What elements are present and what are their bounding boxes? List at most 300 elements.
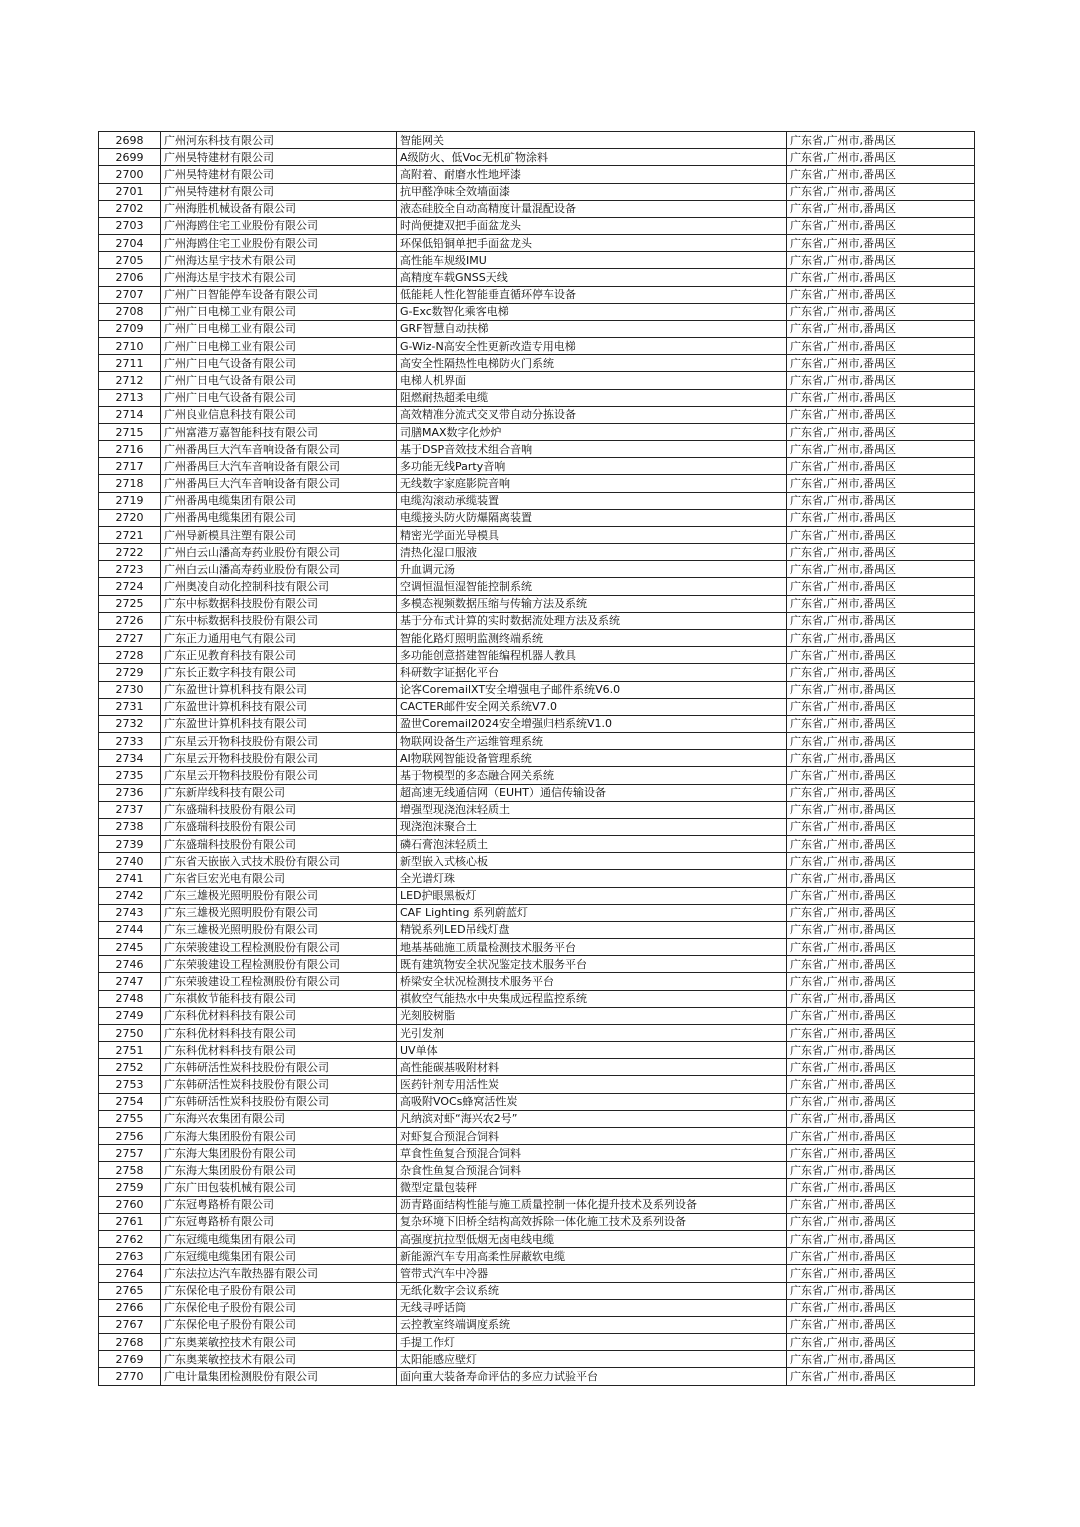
row-number: 2726 bbox=[99, 612, 161, 629]
table-row bbox=[99, 1059, 975, 1076]
table-row bbox=[99, 904, 975, 921]
company-name: 广州广日电梯工业有限公司 bbox=[161, 338, 397, 355]
row-number: 2746 bbox=[99, 956, 161, 973]
region: 广东省,广州市,番禺区 bbox=[787, 1213, 975, 1230]
product-name: 精锐系列LED吊线灯盘 bbox=[397, 921, 787, 938]
company-name: 广州广日电气设备有限公司 bbox=[161, 389, 397, 406]
region: 广东省,广州市,番禺区 bbox=[787, 698, 975, 715]
table-row bbox=[99, 733, 975, 750]
region: 广东省,广州市,番禺区 bbox=[787, 887, 975, 904]
table-row bbox=[99, 1248, 975, 1265]
product-name: 电梯人机界面 bbox=[397, 372, 787, 389]
product-name: 医药针剂专用活性炭 bbox=[397, 1076, 787, 1093]
product-name: 抗甲醛净味全效墙面漆 bbox=[397, 183, 787, 200]
company-name: 广州海鸥住宅工业股份有限公司 bbox=[161, 217, 397, 234]
product-name: 全光谱灯珠 bbox=[397, 870, 787, 887]
row-number: 2758 bbox=[99, 1162, 161, 1179]
product-name: 低能耗人性化智能垂直循环停车设备 bbox=[397, 286, 787, 303]
product-name: 环保低铅铜单把手面盆龙头 bbox=[397, 235, 787, 252]
product-name: GRF智慧自动扶梯 bbox=[397, 320, 787, 337]
company-name: 广东海大集团股份有限公司 bbox=[161, 1162, 397, 1179]
product-name: 管带式汽车中冷器 bbox=[397, 1265, 787, 1282]
row-number: 2761 bbox=[99, 1213, 161, 1230]
region: 广东省,广州市,番禺区 bbox=[787, 1059, 975, 1076]
product-name: LED护眼黑板灯 bbox=[397, 887, 787, 904]
table-row bbox=[99, 956, 975, 973]
table-row bbox=[99, 870, 975, 887]
table-row bbox=[99, 853, 975, 870]
company-name: 广东盈世计算机科技有限公司 bbox=[161, 698, 397, 715]
table-row bbox=[99, 1196, 975, 1213]
row-number: 2709 bbox=[99, 320, 161, 337]
company-name: 广东冠粤路桥有限公司 bbox=[161, 1196, 397, 1213]
region: 广东省,广州市,番禺区 bbox=[787, 1007, 975, 1024]
company-name: 广东海大集团股份有限公司 bbox=[161, 1145, 397, 1162]
table-row bbox=[99, 1282, 975, 1299]
table-row bbox=[99, 286, 975, 303]
table-row bbox=[99, 561, 975, 578]
row-number: 2725 bbox=[99, 595, 161, 612]
product-name: 司膳MAX数字化炒炉 bbox=[397, 423, 787, 440]
table-row bbox=[99, 492, 975, 509]
row-number: 2753 bbox=[99, 1076, 161, 1093]
product-name: 增强型现浇泡沫轻质土 bbox=[397, 801, 787, 818]
table-row bbox=[99, 1213, 975, 1230]
company-name: 广东奥莱敏控技术有限公司 bbox=[161, 1334, 397, 1351]
product-name: 基于分布式计算的实时数据流处理方法及系统 bbox=[397, 612, 787, 629]
row-number: 2698 bbox=[99, 132, 161, 149]
product-name: 基于物模型的多态融合网关系统 bbox=[397, 767, 787, 784]
company-name: 广东韩研活性炭科技股份有限公司 bbox=[161, 1076, 397, 1093]
table-row bbox=[99, 544, 975, 561]
product-name: 高效精准分流式交叉带自动分拣设备 bbox=[397, 406, 787, 423]
product-name: 液态硅胶全自动高精度计量混配设备 bbox=[397, 200, 787, 217]
region: 广东省,广州市,番禺区 bbox=[787, 1093, 975, 1110]
table-row bbox=[99, 990, 975, 1007]
company-name: 广东科优材料科技有限公司 bbox=[161, 1024, 397, 1041]
row-number: 2704 bbox=[99, 235, 161, 252]
product-name: CAF Lighting 系列蔚蓝灯 bbox=[397, 904, 787, 921]
product-name: 电缆沟滚动承缆装置 bbox=[397, 492, 787, 509]
row-number: 2768 bbox=[99, 1334, 161, 1351]
row-number: 2723 bbox=[99, 561, 161, 578]
company-name: 广东法拉达汽车散热器有限公司 bbox=[161, 1265, 397, 1282]
region: 广东省,广州市,番禺区 bbox=[787, 990, 975, 1007]
product-name: 新能源汽车专用高柔性屏蔽软电缆 bbox=[397, 1248, 787, 1265]
row-number: 2767 bbox=[99, 1316, 161, 1333]
product-name: 论客CoremailXT安全增强电子邮件系统V6.0 bbox=[397, 681, 787, 698]
product-name: 多功能无线Party音响 bbox=[397, 458, 787, 475]
row-number: 2766 bbox=[99, 1299, 161, 1316]
product-name: 祺攸空气能热水中央集成远程监控系统 bbox=[397, 990, 787, 1007]
region: 广东省,广州市,番禺区 bbox=[787, 166, 975, 183]
table-row bbox=[99, 458, 975, 475]
table-row bbox=[99, 338, 975, 355]
company-name: 广东正见教育科技有限公司 bbox=[161, 647, 397, 664]
row-number: 2744 bbox=[99, 921, 161, 938]
table-row bbox=[99, 509, 975, 526]
company-name: 广州河东科技有限公司 bbox=[161, 132, 397, 149]
product-name: CACTER邮件安全网关系统V7.0 bbox=[397, 698, 787, 715]
region: 广东省,广州市,番禺区 bbox=[787, 1334, 975, 1351]
company-name: 广东省巨宏光电有限公司 bbox=[161, 870, 397, 887]
product-name: 清热化湿口服液 bbox=[397, 544, 787, 561]
table-row bbox=[99, 801, 975, 818]
table-row bbox=[99, 1145, 975, 1162]
row-number: 2707 bbox=[99, 286, 161, 303]
company-name: 广州良业信息科技有限公司 bbox=[161, 406, 397, 423]
table-body bbox=[99, 132, 975, 1386]
table-row bbox=[99, 320, 975, 337]
row-number: 2715 bbox=[99, 423, 161, 440]
row-number: 2701 bbox=[99, 183, 161, 200]
row-number: 2736 bbox=[99, 784, 161, 801]
row-number: 2717 bbox=[99, 458, 161, 475]
region: 广东省,广州市,番禺区 bbox=[787, 767, 975, 784]
company-name: 广东海兴农集团有限公司 bbox=[161, 1110, 397, 1127]
company-name: 广东中标数据科技股份有限公司 bbox=[161, 612, 397, 629]
table-row bbox=[99, 973, 975, 990]
table-row bbox=[99, 1162, 975, 1179]
company-name: 广东冠粤路桥有限公司 bbox=[161, 1213, 397, 1230]
company-name: 广东中标数据科技股份有限公司 bbox=[161, 595, 397, 612]
region: 广东省,广州市,番禺区 bbox=[787, 441, 975, 458]
product-name: 云控教室终端调度系统 bbox=[397, 1316, 787, 1333]
region: 广东省,广州市,番禺区 bbox=[787, 921, 975, 938]
table-row bbox=[99, 1076, 975, 1093]
product-name: 高性能车规级IMU bbox=[397, 252, 787, 269]
product-name: 面向重大装备寿命评估的多应力试验平台 bbox=[397, 1368, 787, 1385]
row-number: 2742 bbox=[99, 887, 161, 904]
product-name: 智能网关 bbox=[397, 132, 787, 149]
product-name: 无纸化数字会议系统 bbox=[397, 1282, 787, 1299]
row-number: 2760 bbox=[99, 1196, 161, 1213]
product-name: 光引发剂 bbox=[397, 1024, 787, 1041]
company-name: 广州番禺电缆集团有限公司 bbox=[161, 509, 397, 526]
region: 广东省,广州市,番禺区 bbox=[787, 544, 975, 561]
product-name: 草食性鱼复合预混合饲料 bbox=[397, 1145, 787, 1162]
table-row bbox=[99, 526, 975, 543]
region: 广东省,广州市,番禺区 bbox=[787, 784, 975, 801]
table-row bbox=[99, 578, 975, 595]
table-row bbox=[99, 475, 975, 492]
company-name: 广东三雄极光照明股份有限公司 bbox=[161, 921, 397, 938]
table-row bbox=[99, 1231, 975, 1248]
row-number: 2719 bbox=[99, 492, 161, 509]
product-name: 新型嵌入式核心板 bbox=[397, 853, 787, 870]
row-number: 2712 bbox=[99, 372, 161, 389]
row-number: 2741 bbox=[99, 870, 161, 887]
region: 广东省,广州市,番禺区 bbox=[787, 1162, 975, 1179]
region: 广东省,广州市,番禺区 bbox=[787, 561, 975, 578]
region: 广东省,广州市,番禺区 bbox=[787, 389, 975, 406]
region: 广东省,广州市,番禺区 bbox=[787, 904, 975, 921]
company-name: 广州海鸥住宅工业股份有限公司 bbox=[161, 235, 397, 252]
region: 广东省,广州市,番禺区 bbox=[787, 235, 975, 252]
product-name: 高附着、耐磨水性地坪漆 bbox=[397, 166, 787, 183]
company-name: 广电计量集团检测股份有限公司 bbox=[161, 1368, 397, 1385]
company-name: 广东海大集团股份有限公司 bbox=[161, 1127, 397, 1144]
company-name: 广东新岸线科技有限公司 bbox=[161, 784, 397, 801]
row-number: 2750 bbox=[99, 1024, 161, 1041]
region: 广东省,广州市,番禺区 bbox=[787, 939, 975, 956]
row-number: 2711 bbox=[99, 355, 161, 372]
product-name: 高吸附VOCs蜂窝活性炭 bbox=[397, 1093, 787, 1110]
product-name: 升血调元汤 bbox=[397, 561, 787, 578]
row-number: 2721 bbox=[99, 526, 161, 543]
table-row bbox=[99, 423, 975, 440]
row-number: 2734 bbox=[99, 750, 161, 767]
region: 广东省,广州市,番禺区 bbox=[787, 372, 975, 389]
company-name: 广东保伦电子股份有限公司 bbox=[161, 1282, 397, 1299]
region: 广东省,广州市,番禺区 bbox=[787, 750, 975, 767]
region: 广东省,广州市,番禺区 bbox=[787, 475, 975, 492]
row-number: 2731 bbox=[99, 698, 161, 715]
table-row bbox=[99, 767, 975, 784]
product-name: 微型定量包装秤 bbox=[397, 1179, 787, 1196]
table-row bbox=[99, 887, 975, 904]
table-row bbox=[99, 166, 975, 183]
company-name: 广东盛瑞科技股份有限公司 bbox=[161, 836, 397, 853]
product-name: A级防火、低Voc无机矿物涂料 bbox=[397, 149, 787, 166]
row-number: 2700 bbox=[99, 166, 161, 183]
region: 广东省,广州市,番禺区 bbox=[787, 338, 975, 355]
row-number: 2703 bbox=[99, 217, 161, 234]
table-row bbox=[99, 372, 975, 389]
row-number: 2705 bbox=[99, 252, 161, 269]
table-row bbox=[99, 183, 975, 200]
enterprise-product-table bbox=[98, 131, 975, 1386]
table-row bbox=[99, 750, 975, 767]
company-name: 广东盛瑞科技股份有限公司 bbox=[161, 801, 397, 818]
row-number: 2739 bbox=[99, 836, 161, 853]
table-row bbox=[99, 818, 975, 835]
product-name: 凡纳滨对虾“海兴农2号” bbox=[397, 1110, 787, 1127]
row-number: 2732 bbox=[99, 715, 161, 732]
row-number: 2770 bbox=[99, 1368, 161, 1385]
product-name: 基于DSP音效技术组合音响 bbox=[397, 441, 787, 458]
company-name: 广东韩研活性炭科技股份有限公司 bbox=[161, 1093, 397, 1110]
row-number: 2706 bbox=[99, 269, 161, 286]
table-row bbox=[99, 612, 975, 629]
company-name: 广东盈世计算机科技有限公司 bbox=[161, 715, 397, 732]
region: 广东省,广州市,番禺区 bbox=[787, 149, 975, 166]
row-number: 2699 bbox=[99, 149, 161, 166]
table-row bbox=[99, 303, 975, 320]
table-row bbox=[99, 269, 975, 286]
table-row bbox=[99, 1110, 975, 1127]
table-row bbox=[99, 200, 975, 217]
product-name: 高精度车载GNSS天线 bbox=[397, 269, 787, 286]
product-name: 多模态视频数据压缩与传输方法及系统 bbox=[397, 595, 787, 612]
row-number: 2718 bbox=[99, 475, 161, 492]
region: 广东省,广州市,番禺区 bbox=[787, 406, 975, 423]
table-row bbox=[99, 939, 975, 956]
company-name: 广州广日电梯工业有限公司 bbox=[161, 320, 397, 337]
company-name: 广东韩研活性炭科技股份有限公司 bbox=[161, 1059, 397, 1076]
row-number: 2708 bbox=[99, 303, 161, 320]
region: 广东省,广州市,番禺区 bbox=[787, 458, 975, 475]
region: 广东省,广州市,番禺区 bbox=[787, 183, 975, 200]
company-name: 广东星云开物科技股份有限公司 bbox=[161, 733, 397, 750]
product-name: 光刻胶树脂 bbox=[397, 1007, 787, 1024]
row-number: 2751 bbox=[99, 1042, 161, 1059]
table-row bbox=[99, 1368, 975, 1385]
row-number: 2757 bbox=[99, 1145, 161, 1162]
product-name: 沥青路面结构性能与施工质量控制一体化提升技术及系列设备 bbox=[397, 1196, 787, 1213]
row-number: 2737 bbox=[99, 801, 161, 818]
product-name: 高性能碳基吸附材料 bbox=[397, 1059, 787, 1076]
row-number: 2714 bbox=[99, 406, 161, 423]
company-name: 广州导新模具注塑有限公司 bbox=[161, 526, 397, 543]
region: 广东省,广州市,番禺区 bbox=[787, 269, 975, 286]
row-number: 2733 bbox=[99, 733, 161, 750]
row-number: 2745 bbox=[99, 939, 161, 956]
product-name: 精密光学面光导模具 bbox=[397, 526, 787, 543]
product-name: 手提工作灯 bbox=[397, 1334, 787, 1351]
company-name: 广州番禺电缆集团有限公司 bbox=[161, 492, 397, 509]
product-name: 物联网设备生产运维管理系统 bbox=[397, 733, 787, 750]
region: 广东省,广州市,番禺区 bbox=[787, 629, 975, 646]
row-number: 2759 bbox=[99, 1179, 161, 1196]
company-name: 广东三雄极光照明股份有限公司 bbox=[161, 904, 397, 921]
table-row bbox=[99, 1334, 975, 1351]
product-name: 对虾复合预混合饲料 bbox=[397, 1127, 787, 1144]
company-name: 广东冠缆电缆集团有限公司 bbox=[161, 1248, 397, 1265]
product-name: 盈世Coremail2024安全增强归档系统V1.0 bbox=[397, 715, 787, 732]
region: 广东省,广州市,番禺区 bbox=[787, 801, 975, 818]
region: 广东省,广州市,番禺区 bbox=[787, 355, 975, 372]
company-name: 广东祺攸节能科技有限公司 bbox=[161, 990, 397, 1007]
row-number: 2762 bbox=[99, 1231, 161, 1248]
company-name: 广东盛瑞科技股份有限公司 bbox=[161, 818, 397, 835]
company-name: 广州奥凌自动化控制科技有限公司 bbox=[161, 578, 397, 595]
product-name: 智能化路灯照明监测终端系统 bbox=[397, 629, 787, 646]
table-row bbox=[99, 441, 975, 458]
table-row bbox=[99, 664, 975, 681]
region: 广东省,广州市,番禺区 bbox=[787, 1024, 975, 1041]
region: 广东省,广州市,番禺区 bbox=[787, 836, 975, 853]
region: 广东省,广州市,番禺区 bbox=[787, 715, 975, 732]
region: 广东省,广州市,番禺区 bbox=[787, 132, 975, 149]
row-number: 2713 bbox=[99, 389, 161, 406]
row-number: 2716 bbox=[99, 441, 161, 458]
row-number: 2720 bbox=[99, 509, 161, 526]
row-number: 2755 bbox=[99, 1110, 161, 1127]
region: 广东省,广州市,番禺区 bbox=[787, 578, 975, 595]
company-name: 广东科优材料科技有限公司 bbox=[161, 1007, 397, 1024]
company-name: 广州昊特建材有限公司 bbox=[161, 149, 397, 166]
product-name: 桥梁安全状况检测技术服务平台 bbox=[397, 973, 787, 990]
row-number: 2749 bbox=[99, 1007, 161, 1024]
region: 广东省,广州市,番禺区 bbox=[787, 595, 975, 612]
company-name: 广东省天嵌嵌入式技术股份有限公司 bbox=[161, 853, 397, 870]
table-row bbox=[99, 715, 975, 732]
product-name: 科研数字证据化平台 bbox=[397, 664, 787, 681]
region: 广东省,广州市,番禺区 bbox=[787, 1248, 975, 1265]
region: 广东省,广州市,番禺区 bbox=[787, 612, 975, 629]
region: 广东省,广州市,番禺区 bbox=[787, 526, 975, 543]
row-number: 2769 bbox=[99, 1351, 161, 1368]
table-row bbox=[99, 698, 975, 715]
company-name: 广州番禺巨大汽车音响设备有限公司 bbox=[161, 458, 397, 475]
region: 广东省,广州市,番禺区 bbox=[787, 1127, 975, 1144]
company-name: 广东三雄极光照明股份有限公司 bbox=[161, 887, 397, 904]
product-name: 高强度抗拉型低烟无卤电线电缆 bbox=[397, 1231, 787, 1248]
region: 广东省,广州市,番禺区 bbox=[787, 252, 975, 269]
region: 广东省,广州市,番禺区 bbox=[787, 1316, 975, 1333]
company-name: 广东荣骏建设工程检测股份有限公司 bbox=[161, 939, 397, 956]
table-row bbox=[99, 149, 975, 166]
row-number: 2754 bbox=[99, 1093, 161, 1110]
row-number: 2730 bbox=[99, 681, 161, 698]
region: 广东省,广州市,番禺区 bbox=[787, 870, 975, 887]
row-number: 2763 bbox=[99, 1248, 161, 1265]
product-name: G-Exc数智化乘客电梯 bbox=[397, 303, 787, 320]
product-name: 无线寻呼话筒 bbox=[397, 1299, 787, 1316]
row-number: 2702 bbox=[99, 200, 161, 217]
company-name: 广东奥莱敏控技术有限公司 bbox=[161, 1351, 397, 1368]
region: 广东省,广州市,番禺区 bbox=[787, 1042, 975, 1059]
product-name: 时尚便捷双把手面盆龙头 bbox=[397, 217, 787, 234]
company-name: 广州海达星宇技术有限公司 bbox=[161, 252, 397, 269]
company-name: 广东冠缆电缆集团有限公司 bbox=[161, 1231, 397, 1248]
table-row bbox=[99, 132, 975, 149]
row-number: 2740 bbox=[99, 853, 161, 870]
row-number: 2728 bbox=[99, 647, 161, 664]
product-name: AI物联网智能设备管理系统 bbox=[397, 750, 787, 767]
region: 广东省,广州市,番禺区 bbox=[787, 1179, 975, 1196]
company-name: 广州白云山潘高寿药业股份有限公司 bbox=[161, 544, 397, 561]
row-number: 2747 bbox=[99, 973, 161, 990]
region: 广东省,广州市,番禺区 bbox=[787, 509, 975, 526]
table-row bbox=[99, 1351, 975, 1368]
company-name: 广州海胜机械设备有限公司 bbox=[161, 200, 397, 217]
table-row bbox=[99, 355, 975, 372]
table-row bbox=[99, 217, 975, 234]
region: 广东省,广州市,番禺区 bbox=[787, 1110, 975, 1127]
company-name: 广东荣骏建设工程检测股份有限公司 bbox=[161, 956, 397, 973]
company-name: 广东长正数字科技有限公司 bbox=[161, 664, 397, 681]
product-name: 多功能创意搭建智能编程机器人教具 bbox=[397, 647, 787, 664]
company-name: 广州海达星宇技术有限公司 bbox=[161, 269, 397, 286]
company-name: 广东正力通用电气有限公司 bbox=[161, 629, 397, 646]
region: 广东省,广州市,番禺区 bbox=[787, 681, 975, 698]
product-name: UV单体 bbox=[397, 1042, 787, 1059]
product-name: 阻燃耐热超柔电缆 bbox=[397, 389, 787, 406]
region: 广东省,广州市,番禺区 bbox=[787, 1299, 975, 1316]
region: 广东省,广州市,番禺区 bbox=[787, 303, 975, 320]
table-row bbox=[99, 1179, 975, 1196]
product-name: 复杂环境下旧桥全结构高效拆除一体化施工技术及系列设备 bbox=[397, 1213, 787, 1230]
table-row bbox=[99, 1042, 975, 1059]
product-name: 高安全性隔热性电梯防火门系统 bbox=[397, 355, 787, 372]
region: 广东省,广州市,番禺区 bbox=[787, 1145, 975, 1162]
region: 广东省,广州市,番禺区 bbox=[787, 200, 975, 217]
region: 广东省,广州市,番禺区 bbox=[787, 1282, 975, 1299]
company-name: 广东科优材料科技有限公司 bbox=[161, 1042, 397, 1059]
region: 广东省,广州市,番禺区 bbox=[787, 492, 975, 509]
table-row bbox=[99, 1127, 975, 1144]
product-name: 电缆接头防火防爆隔离装置 bbox=[397, 509, 787, 526]
row-number: 2756 bbox=[99, 1127, 161, 1144]
region: 广东省,广州市,番禺区 bbox=[787, 647, 975, 664]
company-name: 广州广日电气设备有限公司 bbox=[161, 355, 397, 372]
table-row bbox=[99, 1316, 975, 1333]
region: 广东省,广州市,番禺区 bbox=[787, 853, 975, 870]
table-row bbox=[99, 647, 975, 664]
company-name: 广东广田包装机械有限公司 bbox=[161, 1179, 397, 1196]
